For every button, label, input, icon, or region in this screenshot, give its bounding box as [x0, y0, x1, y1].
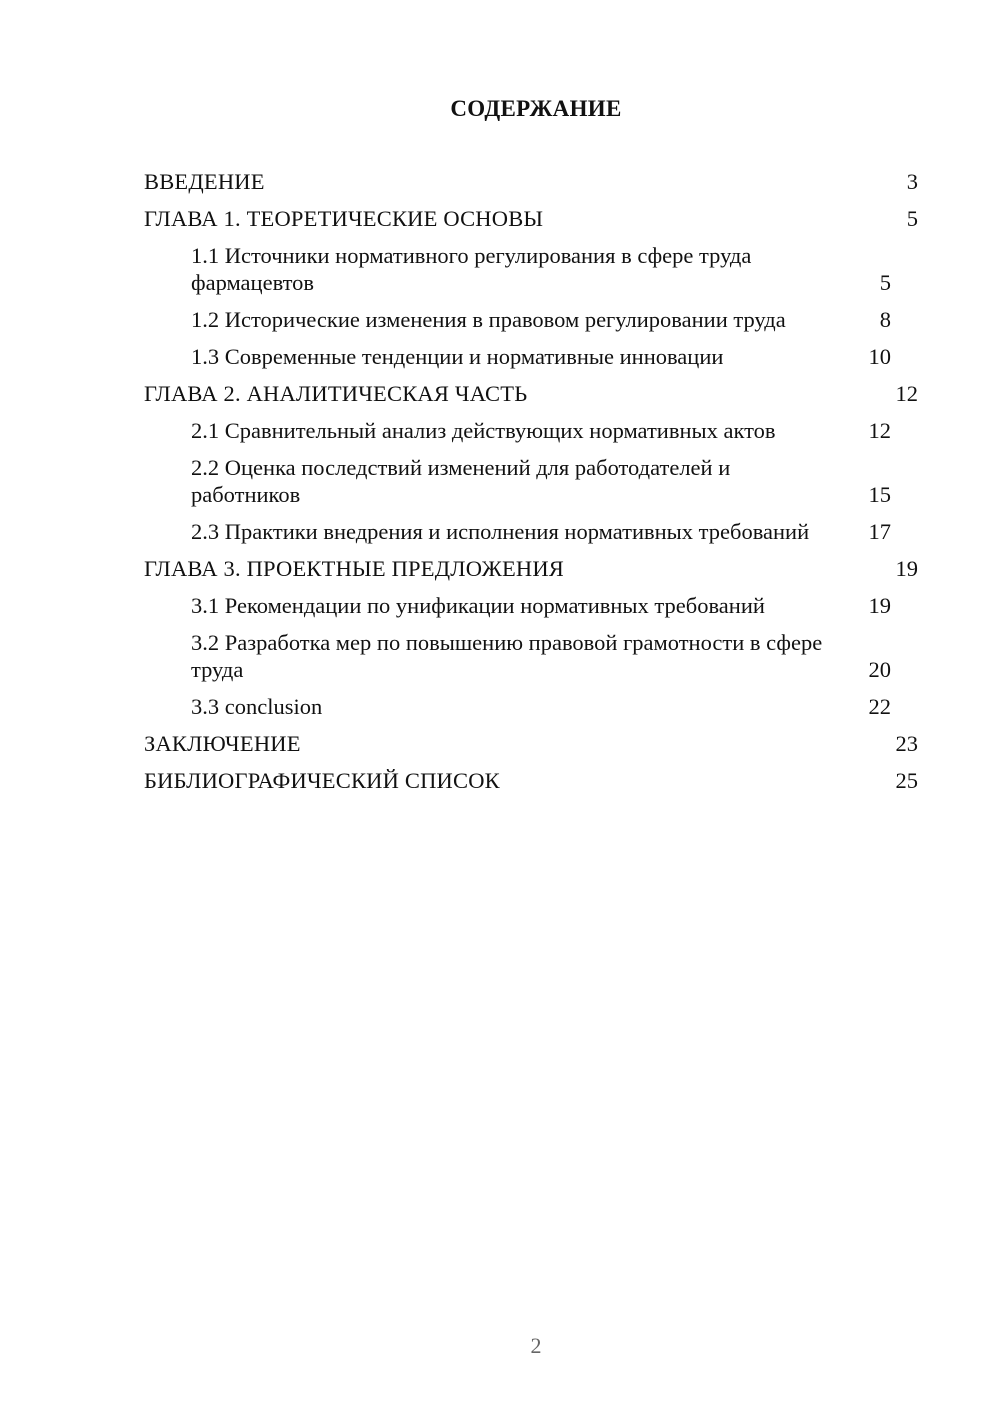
- toc-entry-section-2-3[interactable]: [144, 518, 918, 545]
- table-of-contents: [144, 168, 918, 804]
- toc-entry-page: 3: [906, 169, 918, 194]
- toc-entry-page: 12: [868, 418, 891, 443]
- page-title: СОДЕРЖАНИЕ: [450, 96, 622, 121]
- toc-entry-chapter-2[interactable]: [144, 380, 918, 407]
- toc-entry-conclusion[interactable]: [144, 730, 918, 757]
- toc-entry-section-3-3[interactable]: [144, 693, 918, 720]
- toc-entry-page: 22: [868, 694, 891, 719]
- toc-entry-label: 2.3 Практики внедрения и исполнения нормативных требований: [191, 519, 810, 544]
- toc-entry-page: 20: [868, 657, 891, 682]
- toc-entry-page: 5: [906, 206, 918, 231]
- toc-entry-page: 5: [879, 270, 891, 295]
- toc-entry-chapter-1[interactable]: [144, 205, 918, 232]
- toc-entry-label: ГЛАВА 3. ПРОЕКТНЫЕ ПРЕДЛОЖЕНИЯ: [144, 556, 565, 581]
- toc-entry-section-1-3[interactable]: [144, 343, 918, 370]
- toc-entry-label: ВВЕДЕНИЕ: [144, 169, 265, 194]
- toc-entry-label: ЗАКЛЮЧЕНИЕ: [144, 731, 301, 756]
- toc-entry-section-3-1[interactable]: [144, 592, 918, 619]
- toc-entry-label: БИБЛИОГРАФИЧЕСКИЙ СПИСОК: [144, 768, 500, 793]
- toc-entry-label: 1.3 Современные тенденции и нормативные инновации: [191, 344, 724, 369]
- toc-entry-label: 3.1 Рекомендации по унификации нормативных требований: [191, 593, 765, 618]
- toc-entry-page: 19: [868, 593, 891, 618]
- toc-entry-page: 8: [879, 307, 891, 332]
- toc-entry-page: 25: [895, 768, 918, 793]
- toc-entry-label: 1.2 Исторические изменения в правовом регулировании труда: [191, 307, 786, 332]
- toc-entry-chapter-3[interactable]: [144, 555, 918, 582]
- toc-entry-label: ГЛАВА 1. ТЕОРЕТИЧЕСКИЕ ОСНОВЫ: [144, 206, 544, 231]
- toc-entry-label: ГЛАВА 2. АНАЛИТИЧЕСКАЯ ЧАСТЬ: [144, 381, 528, 406]
- toc-entry-page: 23: [895, 731, 918, 756]
- toc-entry-label: 1.1 Источники нормативного регулирования в сфере труда фармацевтов: [191, 243, 752, 295]
- toc-entry-bibliography[interactable]: [144, 767, 918, 794]
- toc-entry-section-1-2[interactable]: [144, 306, 918, 333]
- toc-entry-page: 19: [895, 556, 918, 581]
- page-number: 2: [530, 1333, 542, 1358]
- toc-entry-section-3-2[interactable]: [144, 629, 918, 683]
- toc-entry-label: 2.1 Сравнительный анализ действующих нормативных актов: [191, 418, 776, 443]
- toc-entry-page: 10: [868, 344, 891, 369]
- toc-entry-section-2-2[interactable]: [144, 454, 918, 508]
- toc-entry-section-2-1[interactable]: [144, 417, 918, 444]
- toc-entry-section-1-1[interactable]: [144, 242, 918, 296]
- toc-entry-page: 15: [868, 482, 891, 507]
- toc-entry-label: 3.2 Разработка мер по повышению правовой грамотности в сфере труда: [191, 630, 823, 682]
- toc-entry-page: 17: [868, 519, 891, 544]
- toc-entry-introduction[interactable]: [144, 168, 918, 195]
- toc-entry-label: 3.3 conclusion: [191, 694, 323, 719]
- toc-entry-page: 12: [895, 381, 918, 406]
- toc-entry-label: 2.2 Оценка последствий изменений для работодателей и работников: [191, 455, 731, 507]
